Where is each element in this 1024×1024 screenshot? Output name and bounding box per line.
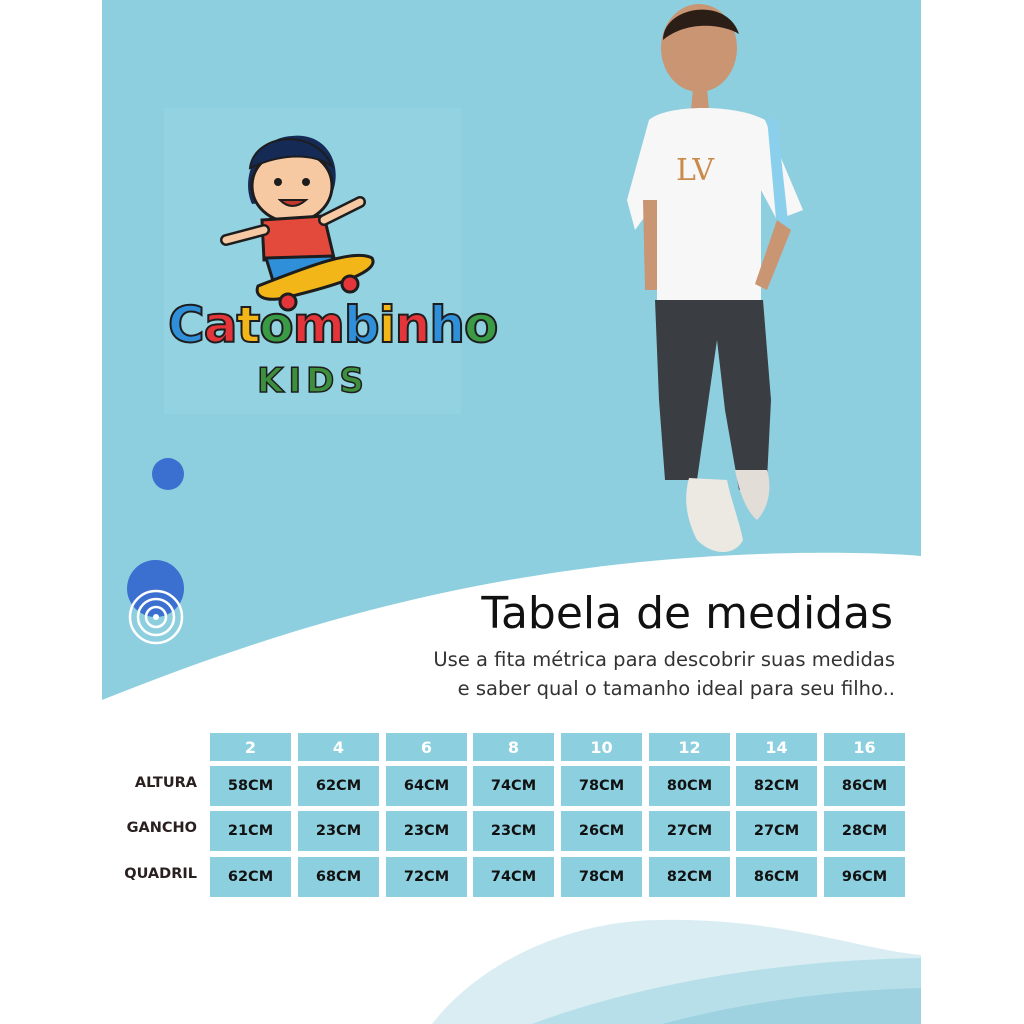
subtitle-line-2: e saber qual o tamanho ideal para seu filho..	[457, 677, 895, 700]
subtitle-line-1: Use a fita métrica para descobrir suas medidas	[433, 648, 895, 671]
measure-value-cell: 86CM	[736, 857, 817, 897]
svg-text:LV: LV	[675, 153, 715, 188]
measure-value-cell: 78CM	[561, 766, 642, 806]
measure-value-cell: 27CM	[649, 811, 730, 851]
brand-letter: o	[463, 296, 498, 354]
measure-value-cell: 27CM	[736, 811, 817, 851]
measure-value-cell: 28CM	[824, 811, 905, 851]
measure-value-cell: 21CM	[210, 811, 291, 851]
size-header-cell: 4	[298, 733, 379, 761]
measure-value-cell: 86CM	[824, 766, 905, 806]
measure-value-cell: 62CM	[298, 766, 379, 806]
brand-kids: KIDS	[257, 361, 369, 401]
measure-row-label: QUADRIL	[124, 866, 197, 882]
measure-value-cell: 80CM	[649, 766, 730, 806]
measure-value-cell: 23CM	[298, 811, 379, 851]
brand-letter: o	[259, 296, 293, 354]
measure-value-cell: 68CM	[298, 857, 379, 897]
size-header-cell: 2	[210, 733, 291, 761]
measure-value-cell: 23CM	[473, 811, 554, 851]
measure-value-cell: 62CM	[210, 857, 291, 897]
brand-letter: b	[343, 296, 379, 354]
size-header-cell: 8	[473, 733, 554, 761]
brand-letter: t	[236, 296, 260, 354]
measure-value-cell: 23CM	[386, 811, 467, 851]
child-model-figure	[627, 0, 807, 560]
size-header-cell: 14	[736, 733, 817, 761]
child-model-photo	[627, 0, 807, 560]
decorative-dot-small	[152, 458, 184, 490]
measure-value-cell: 78CM	[561, 857, 642, 897]
size-header-cell: 12	[649, 733, 730, 761]
size-header-cell: 10	[561, 733, 642, 761]
measure-value-cell: 26CM	[561, 811, 642, 851]
size-header-cell: 16	[824, 733, 905, 761]
measure-value-cell: 82CM	[649, 857, 730, 897]
page-title: Tabela de medidas	[481, 588, 893, 639]
brand-letter: n	[394, 296, 430, 354]
measure-value-cell: 64CM	[386, 766, 467, 806]
measure-row-label: ALTURA	[134, 775, 197, 791]
size-header-cell: 6	[386, 733, 467, 761]
brand-letter: m	[292, 296, 344, 354]
measure-value-cell: 72CM	[386, 857, 467, 897]
measure-value-cell: 96CM	[824, 857, 905, 897]
measure-value-cell: 82CM	[736, 766, 817, 806]
brand-letter: C	[168, 296, 204, 354]
brand-letter: a	[203, 296, 237, 354]
measure-value-cell: 58CM	[210, 766, 291, 806]
brand-letter: i	[378, 296, 395, 354]
brand-letter: h	[429, 296, 464, 354]
page-subtitle	[102, 645, 895, 703]
measure-row-label: GANCHO	[126, 820, 197, 836]
measure-value-cell: 74CM	[473, 857, 554, 897]
measure-value-cell: 74CM	[473, 766, 554, 806]
brand-name	[168, 296, 498, 354]
